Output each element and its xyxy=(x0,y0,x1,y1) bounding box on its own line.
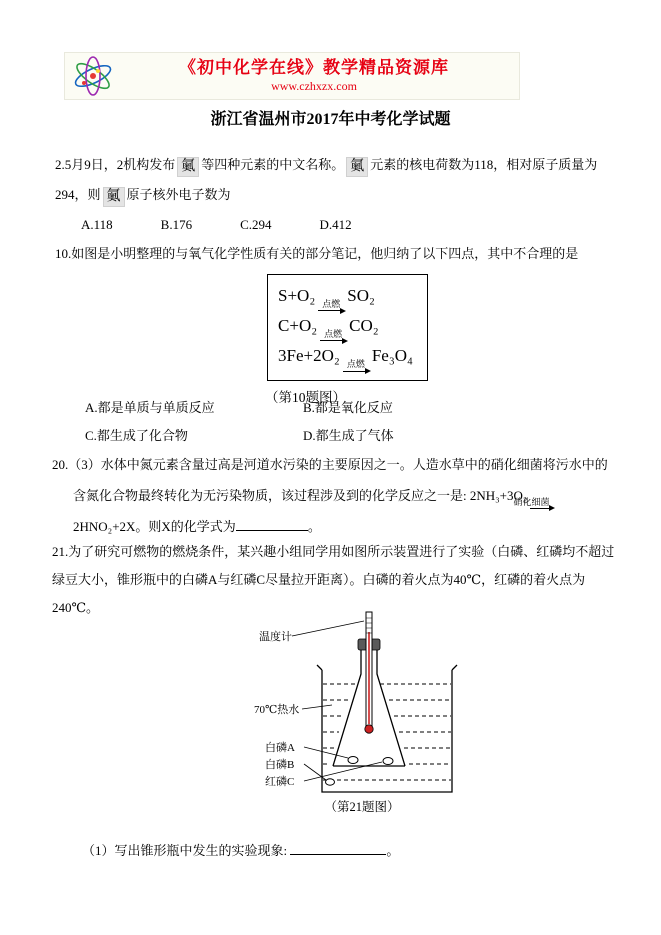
red-phosphorus-c-label: 红磷C xyxy=(265,776,295,788)
white-phosphorus-b xyxy=(326,779,335,785)
thermometer xyxy=(365,612,373,733)
white-phosphorus-b-label: 白磷B xyxy=(265,759,295,771)
q2-option-a: A.118 xyxy=(81,217,113,232)
atom-logo-icon xyxy=(71,56,115,96)
q10-option-d: D.都生成了气体 xyxy=(303,428,394,443)
arrow-shaft xyxy=(343,371,369,372)
thermometer-label: 温度计 xyxy=(259,631,292,643)
q2-text-1: 2.5月9日，2机构发布 xyxy=(55,157,176,172)
q10-option-b: B.都是氧化反应 xyxy=(303,400,393,415)
reaction-condition: 点燃 xyxy=(346,359,365,370)
hot-water-label: 70℃热水 xyxy=(254,704,300,716)
question-10-figure xyxy=(0,274,661,406)
question-21-sub1 xyxy=(82,840,399,859)
banner-title: 《初中化学在线》教学精品资源库 xyxy=(179,57,449,77)
q21-sub1-period: 。 xyxy=(386,843,400,858)
question-10-options xyxy=(85,394,394,450)
arrow-shaft xyxy=(530,508,553,509)
q10-option-c: C.都生成了化合物 xyxy=(85,428,188,443)
thermometer-label-line xyxy=(292,621,364,636)
q20-equation-products: 2HNO₂+2X。 xyxy=(73,519,149,534)
answer-blank xyxy=(236,517,308,531)
white-phosphorus-a-label: 白磷A xyxy=(265,742,295,754)
q20-equation-reactants: 2NH₃+3O₂ xyxy=(469,488,528,503)
q2-option-d: D.412 xyxy=(319,217,352,232)
equation-1-products: SO₂ xyxy=(347,286,375,305)
q2-option-c: C.294 xyxy=(240,217,272,232)
reaction-arrow xyxy=(320,329,346,341)
q2-text-4: 原子核外电子数为 xyxy=(126,187,231,202)
q21-sub1-text: （1）写出锥形瓶中发生的实验现象: xyxy=(82,843,291,858)
element-character-box: 鿫 xyxy=(346,157,368,177)
question-2-options xyxy=(81,217,352,233)
reaction-arrow xyxy=(343,359,369,371)
thermometer-bulb xyxy=(365,725,373,733)
element-character-box: 鿫 xyxy=(103,187,125,207)
question-21-figure xyxy=(252,610,467,825)
equation-1 xyxy=(278,281,413,311)
arrow-shaft xyxy=(320,340,346,341)
page-title: 浙江省温州市2017年中考化学试题 xyxy=(210,111,451,128)
white-phosphorus-b-label-line xyxy=(304,764,326,780)
arrow-shaft xyxy=(318,310,344,311)
red-phosphorus-c xyxy=(383,758,393,765)
equation-3-reactants: 3Fe+2O₂ xyxy=(278,346,340,366)
figure-21-caption: （第21题图） xyxy=(324,800,400,814)
white-phosphorus-a-label-line xyxy=(304,747,348,758)
q20-text-2: 则X的化学式为 xyxy=(148,519,236,534)
element-character-box: 鿫 xyxy=(177,157,199,177)
question-2-stem xyxy=(55,150,611,210)
header-banner xyxy=(64,52,520,100)
apparatus-diagram xyxy=(252,610,467,820)
question-21-stem: 21.为了研究可燃物的燃烧条件，某兴趣小组同学用如图所示装置进行了实验（白磷、红磷均不超过绿豆大小，锥形瓶中的白磷A与红磷C尽量拉开距离）。白磷的着火点为40℃，红磷的着火点为240℃。 xyxy=(52,544,615,615)
q20-text-1: 20.（3）水体中氮元素含量过高是河道水污染的主要原因之一。人造水草中的硝化细菌将污水中的含氮化合物最终转化为无污染物质，该过程涉及到的化学反应之一是: xyxy=(52,457,608,503)
reaction-condition: 硝化细菌 xyxy=(513,496,550,507)
q10-option-a: A.都是单质与单质反应 xyxy=(85,400,215,415)
banner-text xyxy=(115,58,513,94)
equation-1-reactants: S+O₂ xyxy=(278,286,316,305)
question-20-stem xyxy=(52,449,617,542)
equation-notes-box xyxy=(267,274,428,381)
answer-blank xyxy=(290,841,386,855)
q2-option-b: B.176 xyxy=(160,217,193,232)
reaction-arrow xyxy=(513,496,553,509)
equation-2 xyxy=(278,311,413,341)
reaction-condition: 点燃 xyxy=(322,298,341,309)
banner-url: www.czhxzx.com xyxy=(271,79,357,94)
q2-text-2: 等四种元素的中文名称。 xyxy=(201,157,345,172)
q20-text-3: 。 xyxy=(307,519,321,534)
reaction-arrow xyxy=(318,299,344,311)
equation-3-products: Fe₃O₄ xyxy=(371,346,413,366)
equation-3 xyxy=(278,341,413,371)
q2-text-3: 元素的核电荷数为118，相对原子质量为294，则 xyxy=(55,157,598,202)
red-phosphorus-c-label-line xyxy=(304,762,382,781)
equation-2-products: CO₂ xyxy=(349,316,379,336)
equation-2-reactants: C+O₂ xyxy=(278,316,318,336)
figure-10-caption: （第10题图） xyxy=(265,389,346,405)
reaction-condition: 点燃 xyxy=(324,329,343,340)
hot-water-label-line xyxy=(302,705,332,709)
white-phosphorus-a xyxy=(348,757,358,764)
question-10-stem: 10.如图是小明整理的与氧气化学性质有关的部分笔记，他归纳了以下四点，其中不合理的是 xyxy=(55,246,579,261)
